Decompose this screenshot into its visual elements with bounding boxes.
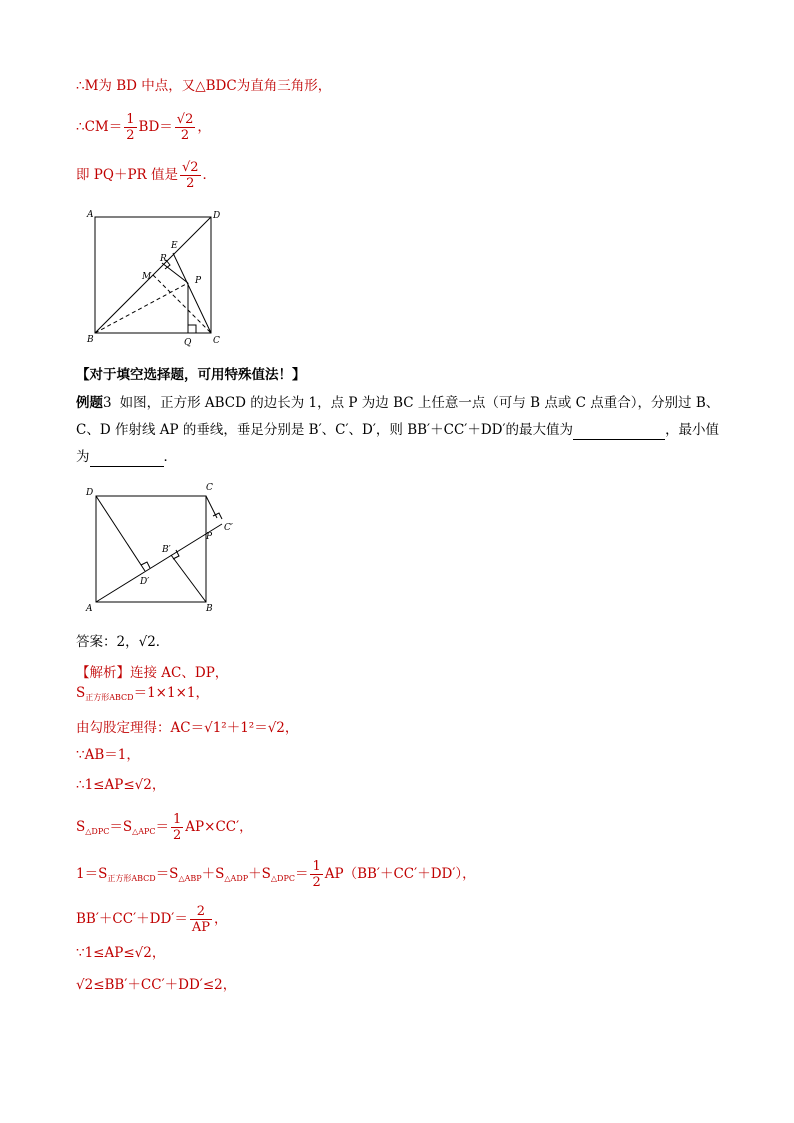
figure-square-pq-pr <box>82 205 232 350</box>
ray-ap <box>96 524 222 602</box>
label-a-2: A <box>86 604 93 614</box>
label-c: C <box>213 336 220 346</box>
fraction-half-2: $\frac{1}{2}$ <box>173 812 182 843</box>
analysis-line-3: 由勾股定理得：AC＝√1²＋1²＝√2， <box>76 720 299 736</box>
answer-sqrt2: √2 <box>138 634 156 650</box>
right-angle-mark-q <box>188 325 196 333</box>
fraction-2-over-ap: $\frac{2}{AP}$ <box>191 904 210 935</box>
right-angle-mark-c <box>213 513 222 519</box>
label-a: A <box>87 210 94 220</box>
analysis-line-2: $S_{正方形ABCD}=1\times 1\times 1$， <box>76 685 209 702</box>
perp-bb <box>171 555 206 602</box>
fraction-sqrt2-over-2-b: $\frac{√2}{2}$ <box>181 160 199 191</box>
example-line-3: 为 ． <box>76 449 177 465</box>
example-line-1: 例题3 如图，正方形 ABCD 的边长为 1，点 P 为边 BC 上任意一点（可与 B 点或 C 点重合），分别过 B、 <box>76 395 720 411</box>
analysis-line-10: √2≤BB′＋CC′＋DD′≤2， <box>76 977 237 993</box>
answer-line: 答案：2，√2． <box>76 634 170 650</box>
label-d: D <box>213 211 221 221</box>
analysis-line-7: $1=S_{正方形ABCD}=S_{\triangle ABP}+S_{\triangle ADP}+S_{\triangle DPC}=$ $\frac{1}{2}$ AP（BB′＋CC′＋DD′）， <box>76 859 476 890</box>
label-d-prime: D′ <box>140 577 150 587</box>
text-line-1: ∴M为 BD 中点，又△BDC为直角三角形， <box>76 78 332 94</box>
label-b-prime: B′ <box>162 545 171 555</box>
example-label: 例题 <box>76 395 103 411</box>
cm-label: ∴CM＝ <box>76 119 123 135</box>
tip-heading: 【对于填空选择题，可用特殊值法！】 <box>76 367 306 383</box>
fraction-half-3: $\frac{1}{2}$ <box>312 859 321 890</box>
analysis-label: 【解析】 <box>76 665 130 681</box>
label-c-prime: C′ <box>224 523 233 533</box>
fraction-half: $\frac{1}{2}$ <box>126 112 135 143</box>
label-q: Q <box>184 338 192 348</box>
fraction-sqrt2-over-2: $\frac{√2}{2}$ <box>176 112 194 143</box>
label-r: R <box>160 254 167 264</box>
analysis-line-1: 【解析】连接 AC、DP， <box>76 665 229 681</box>
label-b: B <box>87 335 94 345</box>
square-abcd-2 <box>96 496 206 602</box>
label-b-2: B <box>206 604 213 614</box>
label-e: E <box>171 241 178 251</box>
perp-dd <box>96 496 145 571</box>
analysis-line-4: ∵AB＝1， <box>76 747 140 763</box>
label-m: M <box>142 272 152 282</box>
dashed-bp <box>95 283 188 333</box>
analysis-line-6: $S_{\triangle DPC}=S_{\triangle APC}=$ $\frac{1}{2}$ AP×CC′， <box>76 812 253 843</box>
answer-blank-max[interactable] <box>573 421 665 440</box>
example-line-2: C、D 作射线 AP 的垂线，垂足分别是 B′、C′、D′，则 BB′＋CC′＋DD′的最大值为 ，最小值 <box>76 422 720 438</box>
bd-label: BD＝ <box>138 119 173 135</box>
line-ec <box>173 253 211 333</box>
text-line-2: ∴CM＝ $\frac{1}{2}$ BD＝ $\frac{√2}{2}$ ， <box>76 112 211 143</box>
figure-square-perpendiculars <box>82 480 242 616</box>
dashed-mc <box>153 275 211 333</box>
label-d-2: D <box>86 488 94 498</box>
label-c-2: C <box>206 483 213 493</box>
text-line-3: 即 PQ＋PR 值是 $\frac{√2}{2}$ ． <box>76 160 217 191</box>
analysis-line-5: ∴1≤AP≤√2， <box>76 777 166 793</box>
label-p-2: P <box>206 532 213 542</box>
label-p: P <box>195 276 202 286</box>
answer-blank-min[interactable] <box>90 448 164 467</box>
analysis-line-9: ∵1≤AP≤√2， <box>76 945 166 961</box>
example-number: 3 <box>103 395 112 411</box>
segment-rp <box>162 263 188 283</box>
analysis-line-8: BB′＋CC′＋DD′＝ $\frac{2}{AP}$ ， <box>76 904 228 935</box>
